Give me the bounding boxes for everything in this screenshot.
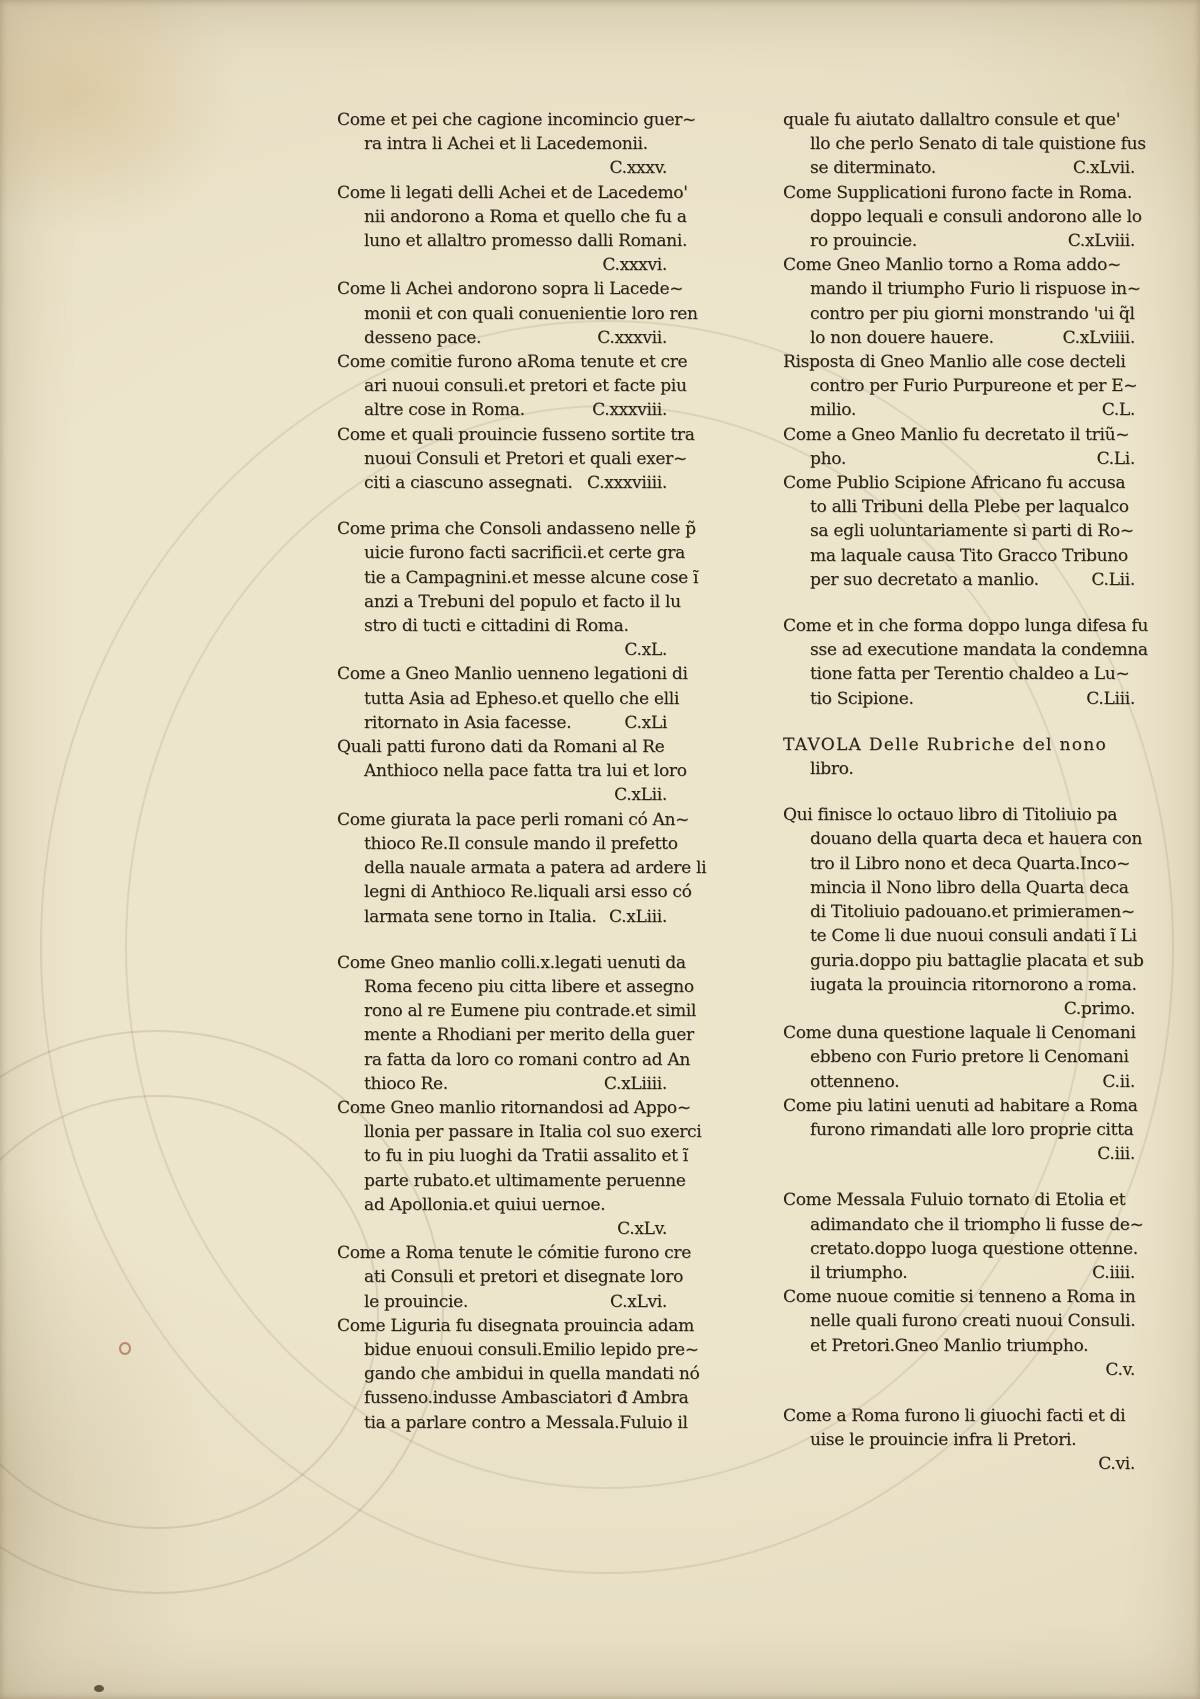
toc-entry [783,350,1138,423]
text-line [783,495,1135,519]
entry-text: tione fatta per Terentio chaldeo a Lu~ [810,664,1130,685]
chapter-number: C.ii. [1102,1071,1135,1092]
entry-text: guria.doppo piu battaglie placata et sub [810,950,1144,971]
toc-entry [783,614,1149,711]
chapter-number: C.Lii. [1091,569,1135,590]
entry-text: mente a Rhodiani per merito della guer [364,1025,694,1046]
text-line [337,1120,702,1144]
chapter-number: C.xL. [624,640,667,661]
chapter-number: C.xLv. [617,1218,667,1239]
entry-text: nuoui Consuli et Pretori et quali exer~ [364,448,687,469]
toc-entry [337,423,695,496]
text-line [783,1261,1135,1285]
entry-text: doppo lequali e consuli andorono alle lo [810,206,1142,227]
text-line [783,662,1135,686]
entry-text: ati Consuli et pretori et disegnate loro [364,1267,684,1288]
text-line [783,108,1135,132]
chapter-number: C.iiii. [1092,1262,1135,1283]
text-line [337,735,667,759]
toc-entry [337,1241,691,1314]
entry-text: Come nuoue comitie si tenneno a Roma in [783,1287,1136,1308]
toc-entry [783,1094,1138,1167]
entry-text: Come Gneo manlio colli.x.legati uenuti da [337,952,686,973]
entry-text: Come li legati delli Achei et de Lacedemo' [337,182,688,203]
entry-text: desseno pace. [364,327,482,348]
text-line [783,447,1135,471]
entry-text: adimandato che il triompho li fusse de~ [810,1214,1144,1235]
text-line [783,997,1135,1021]
entry-text: Come et in che forma doppo lunga difesa fu [783,616,1149,637]
text-line [783,398,1135,422]
entry-text: Come a Roma tenute le cómitie furono cre [337,1243,691,1264]
text-line [337,1096,691,1120]
entry-text: monii et con quali conuenientie loro ren [364,303,698,324]
entry-text: Come Messala Fuluio tornato di Etolia et [783,1190,1126,1211]
text-line [783,852,1135,876]
entry-text: to fu in piu luoghi da Tratii assalito et ĩ [364,1146,688,1167]
text-line [337,1144,688,1168]
watermark-circle-small-inner [0,1095,379,1529]
entry-text: se diterminato. [810,158,936,179]
text-line [337,517,696,541]
entry-text: stro di tucti e cittadini di Roma. [364,616,629,637]
toc-entry [783,1188,1144,1285]
entry-text: Come comitie furono aRoma tenute et cre [337,352,688,373]
toc-entry [783,803,1144,1021]
text-line [337,1314,694,1338]
text-line [783,519,1135,543]
chapter-number: C.xLii. [614,785,667,806]
entry-text: sse ad executione mandata la condemna [810,640,1148,661]
text-line [337,302,698,326]
text-line [337,808,690,832]
entry-text: fusseno.indusse Ambasciatori đ Ambra [364,1388,689,1409]
text-line [337,687,680,711]
text-line [337,1386,689,1410]
chapter-number: C.xLiiii. [603,1073,667,1094]
text-line [337,566,699,590]
text-line [337,471,667,495]
entry-text: rono al re Eumene piu contrade.et simil [364,1001,697,1022]
text-line [337,999,697,1023]
entry-text: nelle quali furono creati nuoui Consuli. [810,1311,1136,1332]
text-line [783,1213,1144,1237]
chapter-number: C.xxxv. [609,158,667,179]
text-line [337,181,688,205]
entry-text: di Titoliuio padouano.et primieramen~ [810,902,1135,923]
entry-text: TAVOLA Delle Rubriche del nono [783,734,1108,755]
entry-text: te Come li due nuoui consuli andati ĩ Li [810,926,1137,947]
text-line [783,1045,1135,1069]
entry-text: ad Apollonia.et quiui uernoe. [364,1194,606,1215]
chapter-number: C.Liii. [1086,688,1135,709]
text-line [337,832,678,856]
toc-entry [783,1285,1135,1382]
chapter-number: C.xLvi. [609,1291,667,1312]
text-line [783,302,1135,326]
text-line [337,1072,667,1096]
text-line [783,1188,1135,1212]
toc-column-left [337,108,707,1435]
entry-text: per suo decretato a manlio. [810,569,1039,590]
text-line [337,880,692,904]
entry-text: legni di Anthioco Re.liquali arsi esso có [364,882,692,903]
text-line [337,759,687,783]
entry-text: Come a Gneo Manlio uenneno legationi di [337,664,688,685]
entry-text: Come Gneo manlio ritornandosi ad Appo~ [337,1097,691,1118]
entry-text: Come a Roma furono li giuochi facti et di [783,1405,1126,1426]
entry-text: cretato.doppo luoga questione ottenne. [810,1238,1138,1259]
entry-text: parte rubato.et ultimamente peruenne [364,1170,686,1191]
text-line [783,949,1144,973]
text-line [783,803,1135,827]
text-line [783,1428,1135,1452]
text-line [337,662,688,686]
text-line [783,1021,1135,1045]
text-line [337,1193,667,1217]
entry-text: Come Liguria fu disegnata prouincia adam [337,1315,694,1336]
entry-text: altre cose in Roma. [364,400,525,421]
entry-text: tio Scipione. [810,688,914,709]
text-line [783,423,1135,447]
text-line [337,253,667,277]
text-line [783,733,1135,757]
entry-text: mando il triumpho Furio li rispuose in~ [810,279,1141,300]
chapter-number: C.primo. [1063,998,1135,1019]
toc-entry [783,471,1135,592]
entry-text: Qui finisce lo octauo libro di Titoliuio pa [783,805,1118,826]
text-line [783,1452,1135,1476]
entry-text: ra fatta da loro co romani contro ad An [364,1049,690,1070]
entry-text: et Pretori.Gneo Manlio triumpho. [810,1335,1089,1356]
text-line [783,350,1135,374]
entry-text: to alli Tribuni della Plebe per laqualco [810,497,1129,518]
text-line [337,1290,667,1314]
entry-text: contro per piu giorni monstrando 'ui q̃l [810,303,1135,324]
text-line [783,1358,1135,1382]
entry-text: ma laquale causa Tito Gracco Tribuno [810,545,1128,566]
text-line [337,1338,699,1362]
entry-text: tutta Asia ad Epheso.et quello che elli [364,688,680,709]
text-line [783,471,1135,495]
entry-text: Come piu latini uenuti ad habitare a Roma [783,1095,1138,1116]
toc-entry [337,1096,702,1241]
entry-text: milio. [810,400,856,421]
text-line [783,132,1146,156]
chapter-number: C.xLviiii. [1062,327,1135,348]
entry-text: larmata sene torno in Italia. [364,906,597,927]
entry-text: il triumpho. [810,1262,908,1283]
toc-entry [783,1021,1135,1094]
entry-text: quale fu aiutato dallaltro consule et que' [783,110,1121,130]
entry-text: Come li Achei andorono sopra li Lacede~ [337,279,684,300]
toc-entry [337,735,687,808]
chapter-number: C.xxxvi. [602,255,667,276]
entry-text: anzi a Trebuni del populo et facto il lu [364,591,681,612]
entry-text: douano della quarta deca et hauera con [810,829,1142,850]
toc-entry [337,277,698,350]
toc-entry [337,108,696,181]
entry-text: ari nuoui consuli.et pretori et facte piu [364,376,687,397]
text-line [337,711,667,735]
text-line [337,856,707,880]
text-line [337,350,688,374]
toc-entry [337,808,707,929]
entry-text: Come et pei che cagione incomincio guer~ [337,110,696,130]
entry-text: Come et quali prouincie fusseno sortite tra [337,424,695,445]
entry-text: uise le prouincie infra li Pretori. [810,1430,1077,1451]
entry-text: llo che perlo Senato di tale quistione fus [810,134,1146,155]
text-line [337,1362,700,1386]
text-line [337,1241,691,1265]
entry-text: ro prouincie. [810,231,917,252]
text-line [783,973,1135,997]
entry-text: contro per Furio Purpureone et per E~ [810,376,1138,397]
entry-text: Roma feceno piu citta libere et assegno [364,976,694,997]
text-line [783,827,1142,851]
entry-text: lo non douere hauere. [810,327,994,348]
text-line [337,398,667,422]
toc-entry [337,662,688,735]
text-line [337,1169,686,1193]
entry-text: pho. [810,448,846,469]
chapter-number: C.vi. [1098,1454,1135,1475]
entry-text: Come Publio Scipione Africano fu accusa [783,473,1126,494]
text-line [337,374,687,398]
chapter-number: C.xxxviii. [592,400,667,421]
text-line [783,757,1135,781]
chapter-number: C.xxxviiii. [586,473,667,494]
text-line [337,1265,684,1289]
toc-entry [337,350,688,423]
chapter-number: C.xxxvii. [597,327,667,348]
entry-text: Come duna questione laquale li Cenomani [783,1023,1136,1044]
entry-text: Come Gneo Manlio torno a Roma addo~ [783,255,1121,276]
text-line [337,905,667,929]
entry-text: ottenneno. [810,1071,900,1092]
entry-text: Come a Gneo Manlio fu decretato il triũ~ [783,424,1130,445]
entry-text: sa egli uoluntariamente si parti di Ro~ [810,521,1134,542]
text-line [783,1094,1138,1118]
text-line [783,1118,1135,1142]
entry-text: furono rimandati alle loro proprie citta [810,1119,1134,1140]
chapter-number: C.v. [1105,1359,1135,1380]
text-line [783,1309,1135,1333]
entry-text: bidue enuoui consuli.Emilio lepido pre~ [364,1339,699,1360]
text-line [337,108,696,132]
text-line [783,1285,1135,1309]
text-line [783,900,1135,924]
text-line [783,687,1135,711]
section-heading [783,733,1135,781]
entry-text: della nauale armata a patera ad ardere li [364,858,707,879]
text-line [337,229,688,253]
entry-text: ebbeno con Furio pretore li Cenomani [810,1047,1129,1068]
text-line [337,541,685,565]
entry-text: citi a ciascuno assegnati. [364,473,573,494]
entry-text: llonia per passare in Italia col suo exerci [364,1122,702,1143]
entry-text: ra intra li Achei et li Lacedemonii. [364,134,648,155]
paper-speck [119,1342,131,1355]
entry-text: Anthioco nella pace fatta tra lui et loro [364,761,687,782]
chapter-number: C.xLviii. [1067,231,1135,252]
text-line [783,326,1135,350]
text-line [783,1142,1135,1166]
chapter-number: C.xLi [624,712,667,733]
text-line [783,277,1141,301]
entry-text: tro il Libro nono et deca Quarta.Inco~ [810,853,1131,874]
text-line [783,638,1148,662]
entry-text: Quali patti furono dati da Romani al Re [337,737,665,758]
paper-speck [94,1685,104,1692]
entry-text: Come prima che Consoli andasseno nelle p̃ [337,519,696,540]
text-line [783,156,1135,180]
toc-entry [337,517,699,662]
toc-entry [783,108,1146,181]
text-line [337,1411,688,1435]
text-line [337,1217,667,1241]
entry-text: tia a parlare contro a Messala.Fuluio il [364,1412,688,1433]
entry-text: nii andorono a Roma et quello che fu a [364,206,687,227]
chapter-number: C.iii. [1097,1144,1135,1165]
entry-text: thioco Re.Il consule mando il prefetto [364,833,678,854]
toc-entry [337,951,697,1096]
chapter-number: C.xLiii. [609,906,667,927]
text-line [337,423,695,447]
entry-text: Come Supplicationi furono facte in Roma. [783,182,1132,203]
chapter-number: C.xLvii. [1072,158,1135,179]
text-line [783,614,1149,638]
text-line [337,783,667,807]
text-line [783,374,1138,398]
toc-entry [783,423,1135,471]
text-line [783,568,1135,592]
text-line [337,1023,694,1047]
text-line [783,876,1135,900]
toc-entry [783,1404,1135,1477]
text-line [337,590,681,614]
text-line [783,1237,1138,1261]
text-line [337,277,684,301]
entry-text: Come giurata la pace perli romani có An~ [337,809,690,830]
text-line [337,205,687,229]
text-line [337,975,694,999]
entry-text: tie a Campagnini.et messe alcune cose ĩ [364,567,699,588]
text-line [783,181,1135,205]
text-line [783,1404,1135,1428]
toc-entry [337,1314,700,1435]
text-line [337,951,686,975]
toc-entry [337,181,688,278]
toc-column-right [783,108,1149,1477]
entry-text: libro. [810,759,854,780]
entry-text: uicie furono facti sacrificii.et certe gra [364,543,685,564]
entry-text: mincia il Nono libro della Quarta deca [810,877,1129,898]
toc-entry [783,181,1142,254]
toc-entry [783,253,1141,350]
chapter-number: C.L. [1101,400,1135,421]
text-line [783,544,1135,568]
text-line [337,614,667,638]
chapter-number: C.Li. [1096,448,1135,469]
entry-text: Risposta di Gneo Manlio alle cose decteli [783,352,1126,373]
entry-text: iugata la prouincia ritornorono a roma. [810,974,1137,995]
text-line [337,132,667,156]
text-line [783,924,1135,948]
text-line [783,253,1135,277]
text-line [337,638,667,662]
text-line [783,1334,1135,1358]
text-line [783,205,1142,229]
text-line [783,229,1135,253]
entry-text: luno et allaltro promesso dalli Romani. [364,231,688,252]
text-line [337,447,687,471]
text-line [783,1070,1135,1094]
entry-text: thioco Re. [364,1073,448,1094]
entry-text: gando che ambidui in quella mandati nó [364,1364,700,1385]
text-line [337,1048,690,1072]
entry-text: le prouincie. [364,1291,469,1312]
text-line [337,326,667,350]
entry-text: ritornato in Asia facesse. [364,712,572,733]
text-line [337,156,667,180]
